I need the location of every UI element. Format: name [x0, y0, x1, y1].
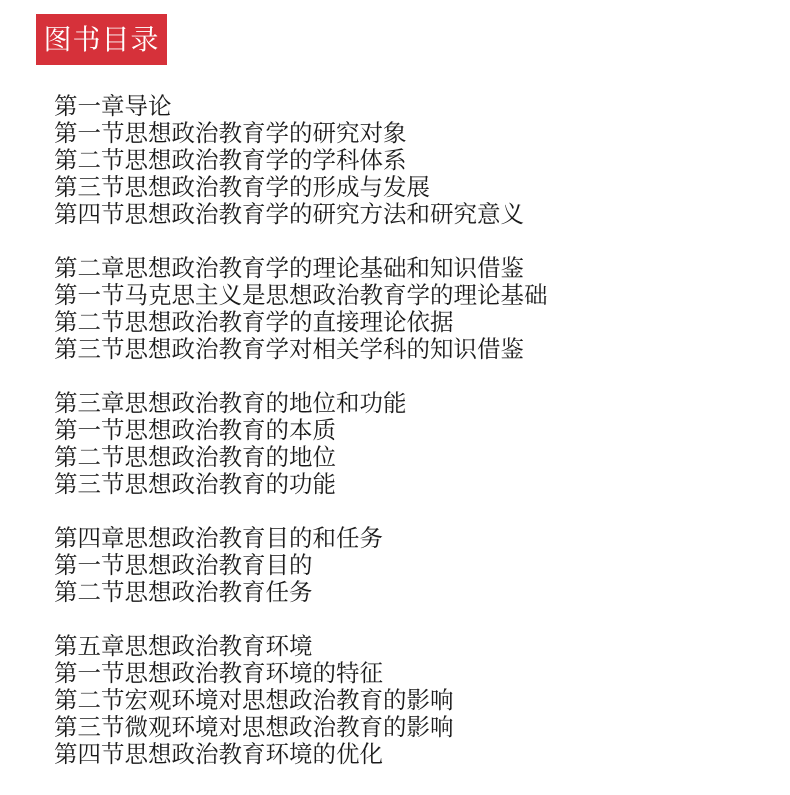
section-item: 第一节马克思主义是思想政治教育学的理论基础	[54, 281, 548, 309]
section-item: 第二节思想政治教育学的直接理论依据	[54, 308, 454, 336]
section-item: 第二节宏观环境对思想政治教育的影响	[54, 686, 454, 714]
section-item: 第三节微观环境对思想政治教育的影响	[54, 713, 454, 741]
chapter-block	[54, 255, 774, 363]
chapter-title: 第一章导论	[54, 92, 172, 120]
section-item: 第一节思想政治教育的本质	[54, 416, 336, 444]
section-item: 第三节思想政治教育学对相关学科的知识借鉴	[54, 335, 524, 363]
section-item: 第三节思想政治教育的功能	[54, 470, 336, 498]
section-item: 第二节思想政治教育的地位	[54, 443, 336, 471]
chapter-block	[54, 525, 774, 606]
chapter-block	[54, 93, 774, 228]
section-item: 第四节思想政治教育环境的优化	[54, 740, 383, 768]
section-item: 第一节思想政治教育学的研究对象	[54, 119, 407, 147]
chapter-block	[54, 390, 774, 498]
chapter-title: 第四章思想政治教育目的和任务	[54, 524, 383, 552]
section-item: 第三节思想政治教育学的形成与发展	[54, 173, 430, 201]
chapter-block	[54, 633, 774, 768]
section-item: 第一节思想政治教育目的	[54, 551, 313, 579]
chapter-title: 第三章思想政治教育的地位和功能	[54, 389, 407, 417]
section-item: 第一节思想政治教育环境的特征	[54, 659, 383, 687]
toc-title-badge: 图书目录	[36, 14, 167, 65]
chapter-title: 第二章思想政治教育学的理论基础和知识借鉴	[54, 254, 524, 282]
section-item: 第四节思想政治教育学的研究方法和研究意义	[54, 200, 524, 228]
table-of-contents	[54, 93, 774, 795]
section-item: 第二节思想政治教育学的学科体系	[54, 146, 407, 174]
chapter-title: 第五章思想政治教育环境	[54, 632, 313, 660]
section-item: 第二节思想政治教育任务	[54, 578, 313, 606]
